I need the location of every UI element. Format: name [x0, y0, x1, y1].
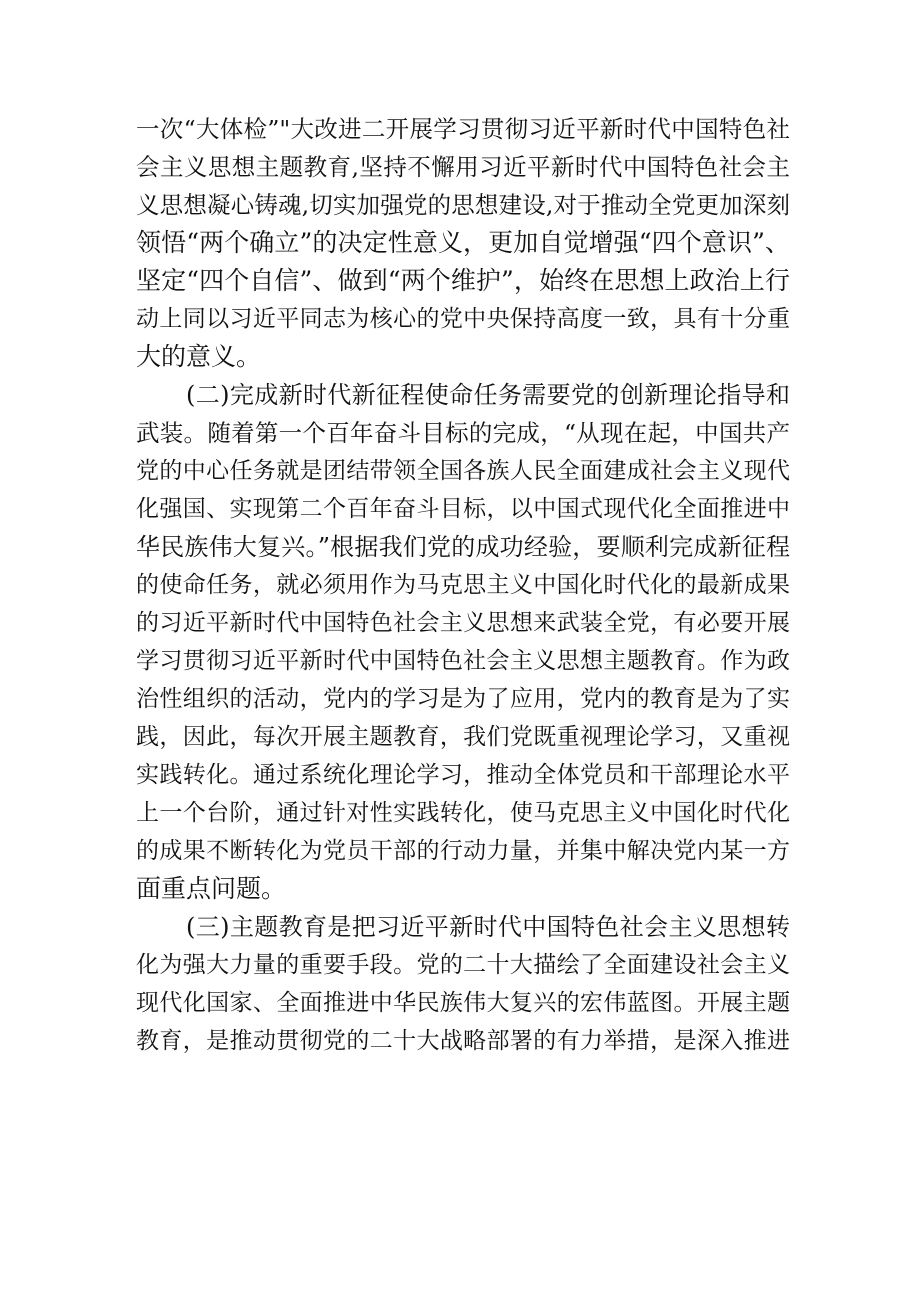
- paragraph-2: [136, 376, 790, 908]
- text-line: 党的中心任务就是团结带领全国各族人民全面建成社会主义现代: [136, 458, 790, 484]
- text-line: 教育，是推动贯彻党的二十大战略部署的有力举措，是深入推进: [136, 1028, 790, 1054]
- text-line: 领悟“两个确立”的决定性意义，更加自觉增强“四个意识”、: [136, 228, 790, 257]
- text-line: 的成果不断转化为党员干部的行动力量，并集中解决党内某一方: [136, 838, 790, 864]
- text-line: 学习贯彻习近平新时代中国特色社会主义思想主题教育。作为政: [136, 648, 790, 674]
- text-line: 华民族伟大复兴。”根据我们党的成功经验，要顺利完成新征程: [136, 533, 790, 561]
- text-line: 会主义思想主题教育,坚持不懈用习近平新时代中国特色社会主: [136, 153, 790, 181]
- text-line: 的使命任务，就必须用作为马克思主义中国化时代化的最新成果: [136, 572, 790, 598]
- text-line: 实践转化。通过系统化理论学习，推动全体党员和干部理论水平: [136, 762, 790, 788]
- text-line: 治性组织的活动，党内的学习是为了应用，党内的教育是为了实: [136, 686, 790, 712]
- text-line: 面重点问题。: [136, 874, 287, 903]
- text-line: 坚定“四个自信”、做到“两个维护”，始终在思想上政治上行: [136, 266, 790, 295]
- document-body: [136, 110, 790, 1060]
- text-line: 武装。随着第一个百年奋斗目标的完成，“从现在起，中国共产: [136, 419, 790, 447]
- text-line: 践，因此，每次开展主题教育，我们党既重视理论学习，又重视: [136, 724, 790, 750]
- text-line: 义思想凝心铸魂,切实加强党的思想建设,对于推动全党更加深刻: [136, 191, 790, 219]
- text-line: (三)主题教育是把习近平新时代中国特色社会主义思想转: [186, 913, 790, 941]
- text-line: 化为强大力量的重要手段。党的二十大描绘了全面建设社会主义: [136, 952, 790, 978]
- paragraph-1: [136, 110, 790, 376]
- text-line: 上一个台阶，通过针对性实践转化，使马克思主义中国化时代化: [136, 800, 790, 826]
- text-line: 现代化国家、全面推进中华民族伟大复兴的宏伟蓝图。开展主题: [136, 990, 790, 1016]
- text-line: 的习近平新时代中国特色社会主义思想来武装全党，有必要开展: [136, 610, 790, 636]
- text-line: 一次“大体检”"大改进二开展学习贯彻习近平新时代中国特色社: [136, 115, 790, 143]
- text-line: 大的意义。: [136, 342, 262, 371]
- text-line: 动上同以习近平同志为核心的党中央保持高度一致，具有十分重: [136, 306, 790, 332]
- text-line: (二)完成新时代新征程使命任务需要党的创新理论指导和: [186, 381, 790, 409]
- paragraph-3: [136, 908, 790, 1060]
- text-line: 化强国、实现第二个百年奋斗目标，以中国式现代化全面推进中: [136, 496, 790, 522]
